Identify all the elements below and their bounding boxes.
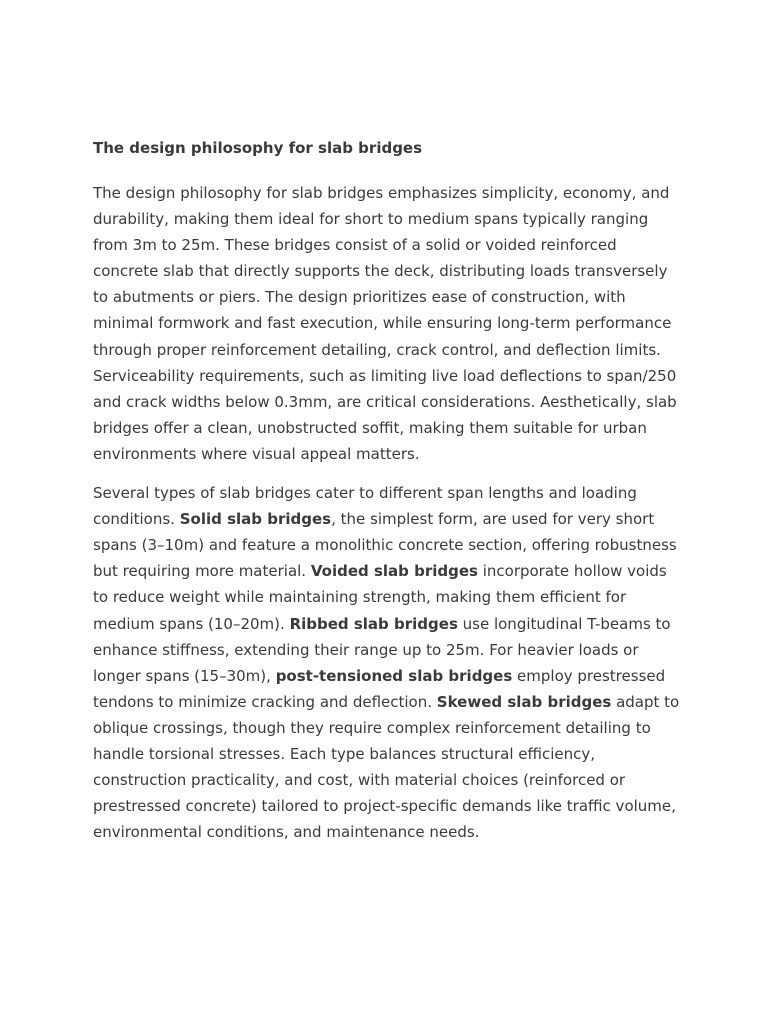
text-run: adapt to oblique crossings, though they require complex reinforcement detailing to handle torsional stresses. Each type balances structural efficiency, construction practicality, and cost, with material choices (reinforced or prestressed concrete) tailored to project-specific demands like traffic volume, environmental conditions, and maintenance needs.: [93, 692, 680, 842]
term-voided-slab-bridges: Voided slab bridges: [310, 562, 478, 581]
term-skewed-slab-bridges: Skewed slab bridges: [436, 692, 612, 711]
term-solid-slab-bridges: Solid slab bridges: [179, 510, 332, 529]
paragraph-design-philosophy: The design philosophy for slab bridges emphasizes simplicity, economy, and durability, making them ideal for short to medium spans typically ranging from 3m to 25m. These bridges consist of a solid or voided reinforced concrete slab that directly supports the deck, distributing loads transversely to abutments or piers. The design prioritizes ease of construction, with minimal formwork and fast execution, while ensuring long-term performance through proper reinforcement detailing, crack control, and deflection limits. Serviceability requirements, such as limiting live load deflections to span/250 and crack widths below 0.3mm, are critical considerations. Aesthetically, slab bridges offer a clean, unobstructed soffit, making them suitable for urban environments where visual appeal matters.: [93, 184, 677, 463]
text-run: , the simplest form, are used for very short spans (3–10m) and feature a monolithic concrete section, offering robustness but requiring more material.: [93, 510, 677, 581]
document-title: The design philosophy for slab bridges: [93, 139, 423, 157]
term-post-tensioned-slab-bridges: post-tensioned slab bridges: [275, 666, 513, 685]
text-run: employ prestressed tendons to minimize cracking and deflection.: [93, 666, 666, 711]
term-ribbed-slab-bridges: Ribbed slab bridges: [289, 614, 458, 633]
paragraph-slab-bridge-types: [93, 480, 683, 845]
text-run: incorporate hollow voids to reduce weight while maintaining strength, making them efficient for medium spans (10–20m).: [93, 562, 667, 633]
text-run: use longitudinal T-beams to enhance stiffness, extending their range up to 25m. For heavier loads or longer spans (15–30m),: [93, 614, 671, 685]
text-run: Several types of slab bridges cater to different span lengths and loading conditions.: [93, 484, 637, 529]
document-page: [93, 138, 683, 858]
